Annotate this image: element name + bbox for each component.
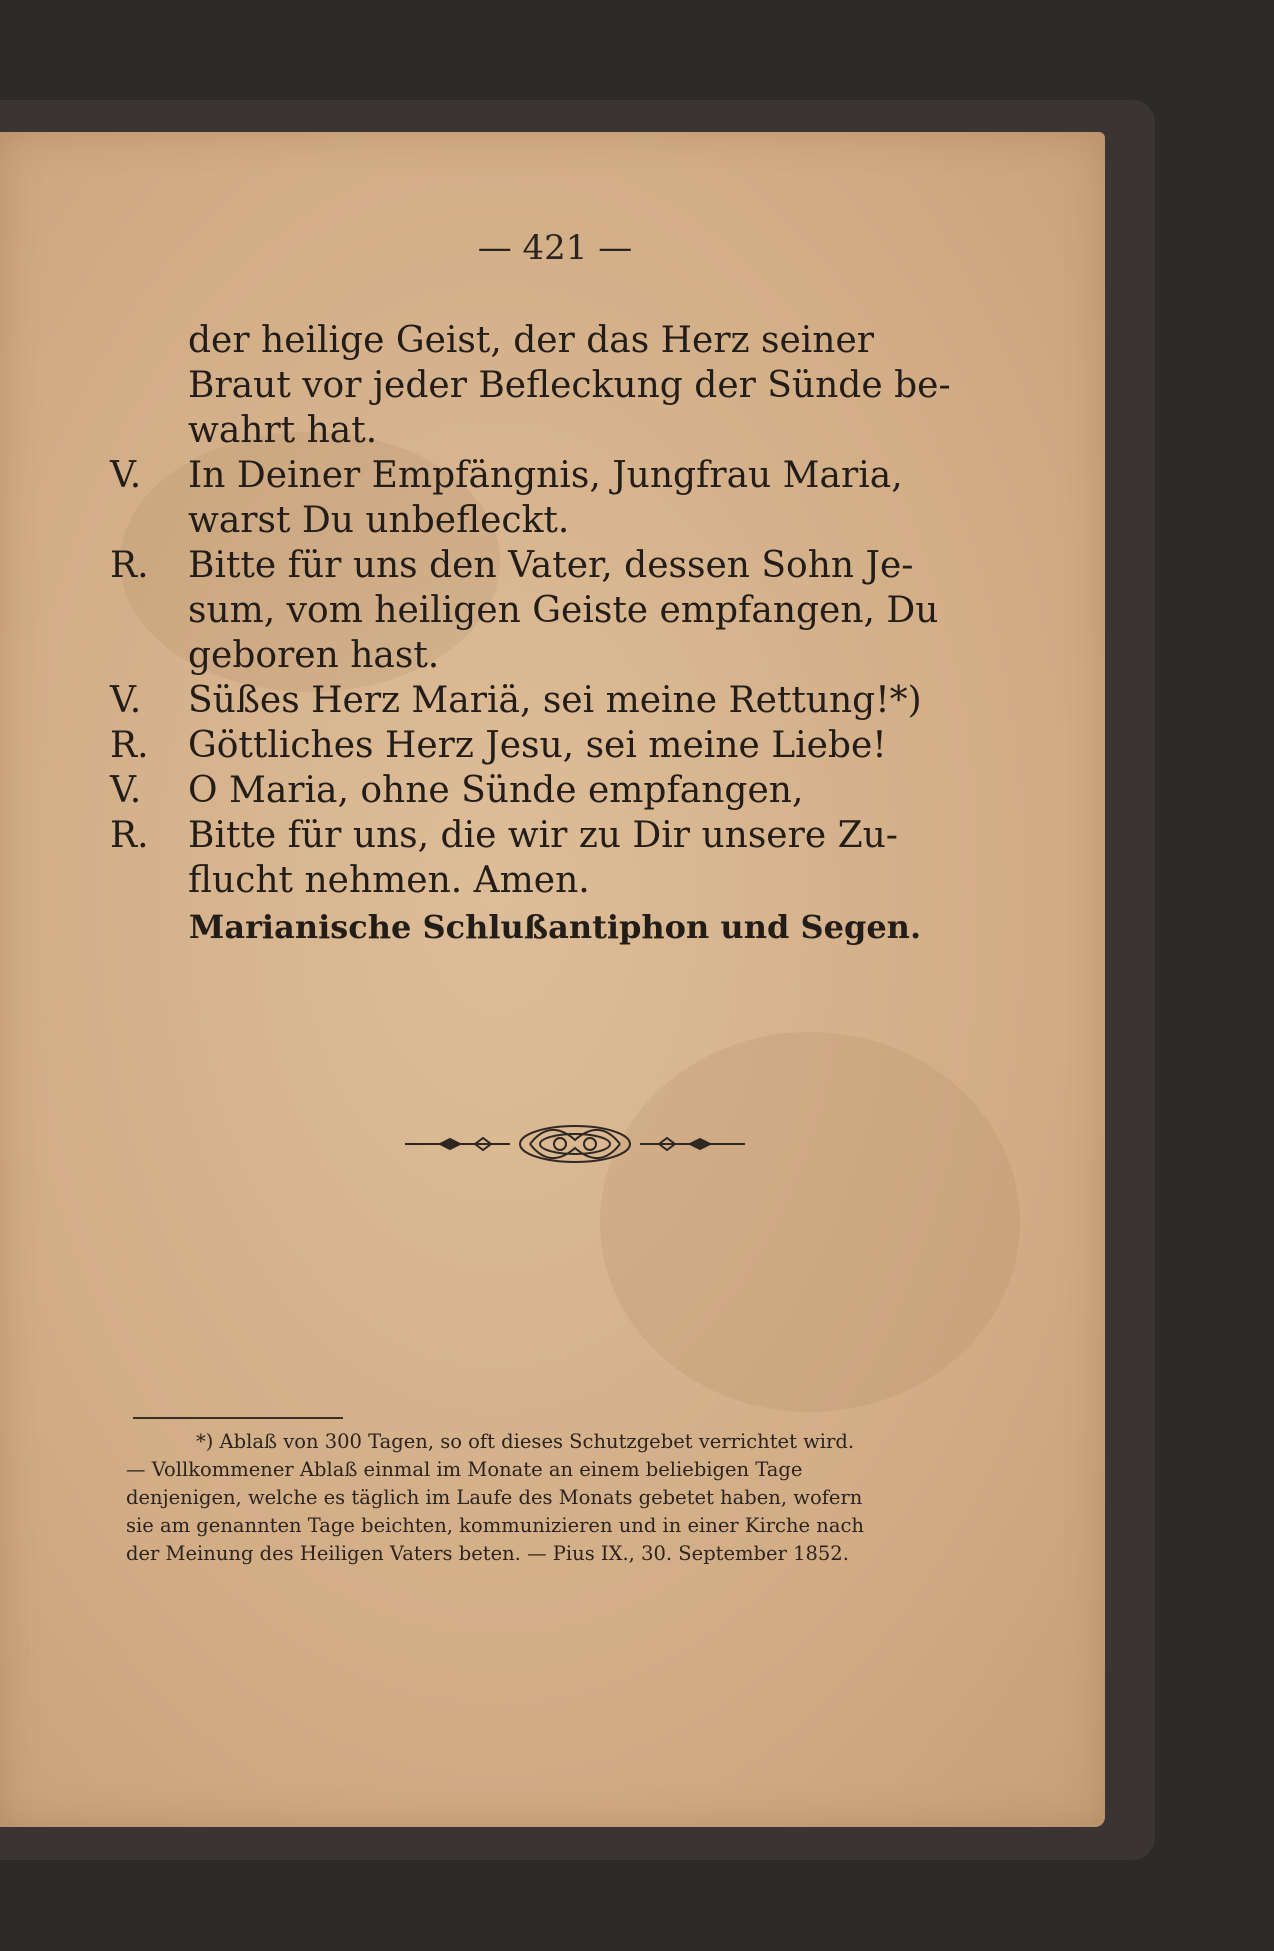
ornament-divider-icon: [400, 1114, 750, 1174]
line-text: O Maria, ohne Sünde empfangen,: [188, 770, 804, 811]
text-line: [110, 363, 990, 408]
text-line: [110, 588, 990, 633]
footnote-line: *) Ablaß von 300 Tagen, so oft dieses Schutzgebet verrichtet wird.: [196, 1430, 855, 1453]
line-marker: V.: [110, 770, 142, 811]
text-line: [110, 543, 990, 588]
line-marker: R.: [110, 545, 149, 586]
text-line: [110, 858, 990, 903]
footnote-line: sie am genannten Tage beichten, kommunizieren und in einer Kirche nach: [126, 1514, 864, 1537]
text-line: [110, 723, 990, 768]
paper-stain: [600, 1032, 1020, 1412]
text-line: [110, 633, 990, 678]
line-text: Bitte für uns, die wir zu Dir unsere Zu-: [188, 815, 898, 856]
line-marker: V.: [110, 455, 142, 496]
line-text: wahrt hat.: [188, 410, 378, 451]
footnote-line: — Vollkommener Ablaß einmal im Monate an einem beliebigen Tage: [126, 1458, 803, 1481]
text-line: [110, 453, 990, 498]
text-line: [110, 768, 990, 813]
text-line: [110, 408, 990, 453]
page-number: — 421 —: [477, 228, 633, 268]
text-line: [110, 678, 990, 723]
line-text: Göttliches Herz Jesu, sei meine Liebe!: [188, 725, 887, 766]
footnote-line: der Meinung des Heiligen Vaters beten. — Pius IX., 30. September 1852.: [126, 1542, 849, 1565]
text-line: [110, 813, 990, 858]
line-marker: R.: [110, 725, 149, 766]
line-text: Süßes Herz Mariä, sei meine Rettung!*): [188, 680, 922, 721]
section-heading: Marianische Schlußantiphon und Segen.: [188, 908, 922, 946]
line-text: geboren hast.: [188, 635, 440, 676]
body-text: [110, 318, 990, 903]
line-marker: V.: [110, 680, 142, 721]
text-line: [110, 318, 990, 363]
footnote: [126, 1428, 992, 1568]
line-marker: R.: [110, 815, 149, 856]
line-text: In Deiner Empfängnis, Jungfrau Maria,: [188, 455, 903, 496]
text-line: [110, 498, 990, 543]
footnote-line: denjenigen, welche es täglich im Laufe des Monats gebetet haben, wofern: [126, 1486, 863, 1509]
line-text: der heilige Geist, der das Herz seiner: [188, 320, 874, 361]
line-text: Braut vor jeder Befleckung der Sünde be-: [188, 365, 951, 406]
line-text: warst Du unbefleckt.: [188, 500, 570, 541]
line-text: Bitte für uns den Vater, dessen Sohn Je-: [188, 545, 914, 586]
footnote-rule: [133, 1417, 343, 1419]
line-text: flucht nehmen. Amen.: [188, 860, 590, 901]
line-text: sum, vom heiligen Geiste empfangen, Du: [188, 590, 939, 631]
